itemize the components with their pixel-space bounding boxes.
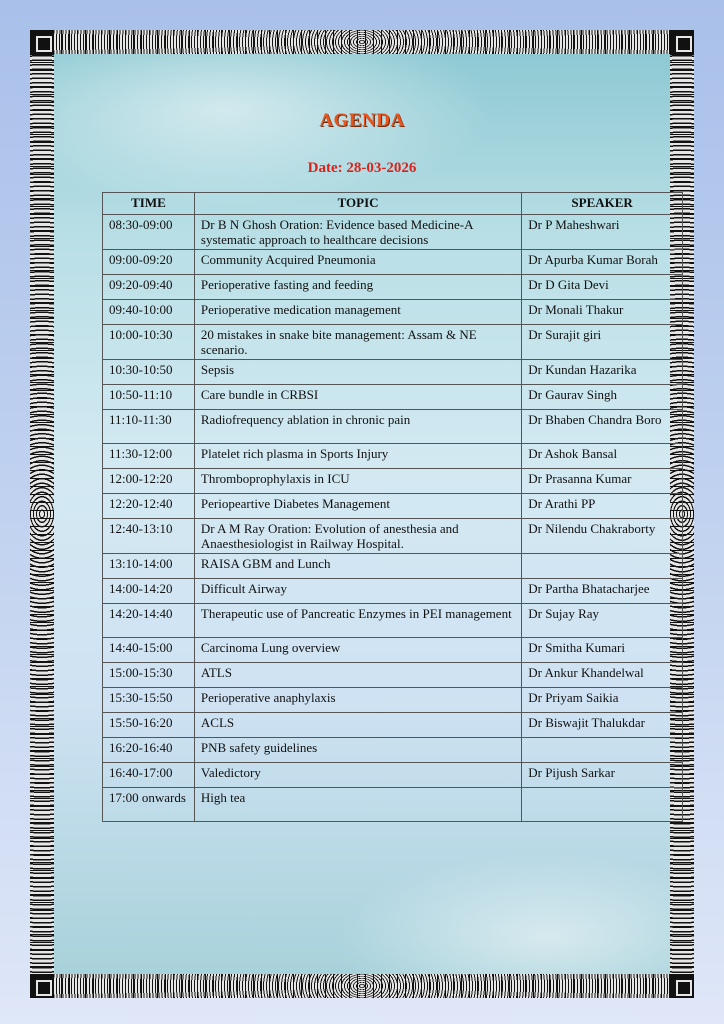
table-row (103, 385, 683, 410)
cell-speaker: Dr Smitha Kumari (522, 638, 683, 663)
cell-topic: ACLS (194, 713, 521, 738)
border-corner (670, 30, 694, 54)
cell-time: 15:00-15:30 (103, 663, 195, 688)
table-row (103, 410, 683, 444)
table-row (103, 494, 683, 519)
cell-speaker: Dr P Maheshwari (522, 215, 683, 250)
cell-time: 13:10-14:00 (103, 554, 195, 579)
border-corner (30, 974, 54, 998)
table-row (103, 554, 683, 579)
cell-time: 12:40-13:10 (103, 519, 195, 554)
column-header-speaker: SPEAKER (522, 193, 683, 215)
table-row (103, 638, 683, 663)
cell-topic: Difficult Airway (194, 579, 521, 604)
border-chain-bottom (54, 974, 670, 998)
cell-speaker (522, 738, 683, 763)
table-header-row (103, 193, 683, 215)
cell-topic: Sepsis (194, 360, 521, 385)
cell-time: 11:10-11:30 (103, 410, 195, 444)
cell-topic: Periopeartive Diabetes Management (194, 494, 521, 519)
agenda-table (102, 192, 683, 822)
cell-time: 12:20-12:40 (103, 494, 195, 519)
table-row (103, 250, 683, 275)
cell-topic: Community Acquired Pneumonia (194, 250, 521, 275)
cell-speaker: Dr Ankur Khandelwal (522, 663, 683, 688)
cell-speaker: Dr Apurba Kumar Borah (522, 250, 683, 275)
cell-topic: PNB safety guidelines (194, 738, 521, 763)
table-row (103, 469, 683, 494)
cell-topic: Perioperative fasting and feeding (194, 275, 521, 300)
cell-topic: Valedictory (194, 763, 521, 788)
table-row (103, 788, 683, 822)
cell-topic: Perioperative anaphylaxis (194, 688, 521, 713)
cell-speaker: Dr Partha Bhatacharjee (522, 579, 683, 604)
cell-topic: Thromboprophylaxis in ICU (194, 469, 521, 494)
cell-time: 14:40-15:00 (103, 638, 195, 663)
table-row (103, 444, 683, 469)
cell-speaker: Dr Priyam Saikia (522, 688, 683, 713)
cell-speaker: Dr Kundan Hazarika (522, 360, 683, 385)
table-row (103, 325, 683, 360)
cell-time: 17:00 onwards (103, 788, 195, 822)
cell-time: 14:20-14:40 (103, 604, 195, 638)
cell-speaker: Dr Gaurav Singh (522, 385, 683, 410)
cell-speaker: Dr Biswajit Thalukdar (522, 713, 683, 738)
cell-topic: Perioperative medication management (194, 300, 521, 325)
column-header-time: TIME (103, 193, 195, 215)
cell-speaker: Dr Prasanna Kumar (522, 469, 683, 494)
cell-speaker: Dr Pijush Sarkar (522, 763, 683, 788)
cell-time: 09:00-09:20 (103, 250, 195, 275)
decorative-border (30, 30, 694, 998)
cell-speaker: Dr Arathi PP (522, 494, 683, 519)
cell-time: 14:00-14:20 (103, 579, 195, 604)
cell-time: 10:00-10:30 (103, 325, 195, 360)
table-row (103, 300, 683, 325)
cell-topic: RAISA GBM and Lunch (194, 554, 521, 579)
table-row (103, 579, 683, 604)
cell-time: 15:50-16:20 (103, 713, 195, 738)
cell-topic: Platelet rich plasma in Sports Injury (194, 444, 521, 469)
cell-time: 10:30-10:50 (103, 360, 195, 385)
border-chain-left (30, 54, 54, 974)
table-row (103, 713, 683, 738)
cell-topic: 20 mistakes in snake bite management: Assam & NE scenario. (194, 325, 521, 360)
cell-speaker: Dr Ashok Bansal (522, 444, 683, 469)
cell-topic: Radiofrequency ablation in chronic pain (194, 410, 521, 444)
cell-time: 09:40-10:00 (103, 300, 195, 325)
table-row (103, 763, 683, 788)
column-header-topic: TOPIC (194, 193, 521, 215)
cell-topic: Dr B N Ghosh Oration: Evidence based Medicine-A systematic approach to healthcare decisions (194, 215, 521, 250)
cell-topic: Dr A M Ray Oration: Evolution of anesthesia and Anaesthesiologist in Railway Hospital. (194, 519, 521, 554)
cell-topic: Therapeutic use of Pancreatic Enzymes in PEI management (194, 604, 521, 638)
cell-topic: ATLS (194, 663, 521, 688)
table-row (103, 738, 683, 763)
page-title: AGENDA (319, 110, 405, 131)
cell-time: 12:00-12:20 (103, 469, 195, 494)
table-row (103, 519, 683, 554)
cell-time: 08:30-09:00 (103, 215, 195, 250)
cell-time: 09:20-09:40 (103, 275, 195, 300)
event-date: Date: 28-03-2026 (307, 160, 417, 176)
border-chain-top (54, 30, 670, 54)
cell-time: 16:20-16:40 (103, 738, 195, 763)
cell-topic: High tea (194, 788, 521, 822)
border-corner (670, 974, 694, 998)
cell-speaker: Dr D Gita Devi (522, 275, 683, 300)
border-corner (30, 30, 54, 54)
table-row (103, 215, 683, 250)
cell-topic: Carcinoma Lung overview (194, 638, 521, 663)
table-row (103, 360, 683, 385)
cell-speaker: Dr Sujay Ray (522, 604, 683, 638)
table-row (103, 275, 683, 300)
cell-speaker: Dr Bhaben Chandra Boro (522, 410, 683, 444)
table-row (103, 663, 683, 688)
cell-time: 11:30-12:00 (103, 444, 195, 469)
cell-speaker: Dr Nilendu Chakraborty (522, 519, 683, 554)
cell-speaker (522, 788, 683, 822)
agenda-page (54, 54, 670, 974)
table-row (103, 604, 683, 638)
table-row (103, 688, 683, 713)
cell-speaker: Dr Monali Thakur (522, 300, 683, 325)
cell-time: 15:30-15:50 (103, 688, 195, 713)
cell-speaker (522, 554, 683, 579)
cell-topic: Care bundle in CRBSI (194, 385, 521, 410)
cell-time: 16:40-17:00 (103, 763, 195, 788)
cell-time: 10:50-11:10 (103, 385, 195, 410)
cell-speaker: Dr Surajit giri (522, 325, 683, 360)
